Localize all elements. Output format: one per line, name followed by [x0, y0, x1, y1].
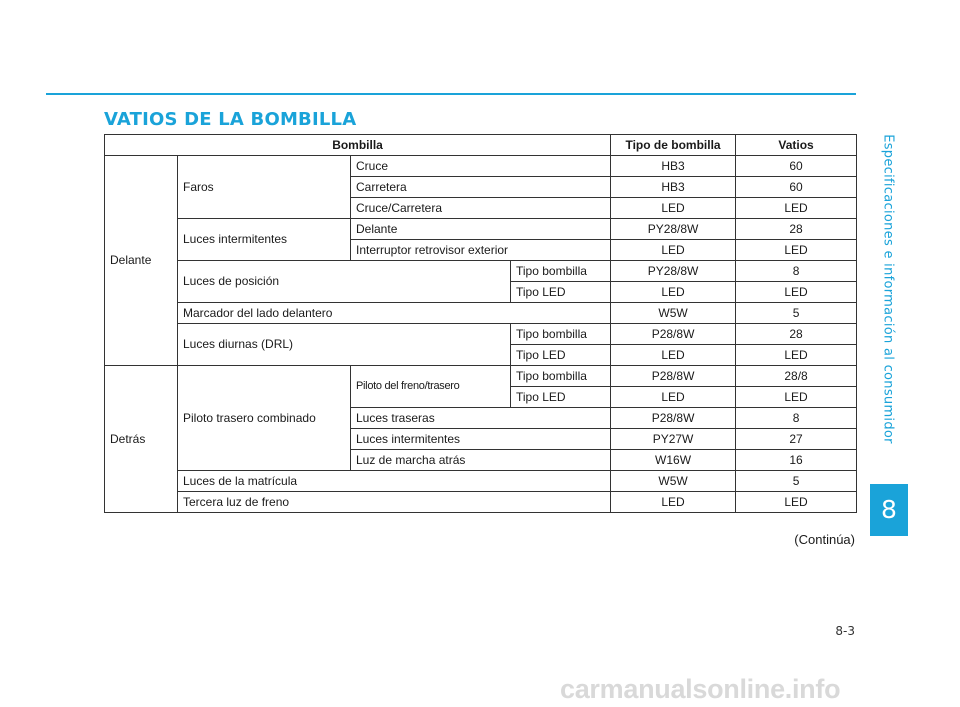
cell-label: Cruce	[351, 156, 611, 177]
cell-type: LED	[611, 387, 736, 408]
cell-watts: LED	[736, 492, 857, 513]
cell-type: PY28/8W	[611, 261, 736, 282]
cell-watts: 60	[736, 156, 857, 177]
cell-label: Marcador del lado delantero	[178, 303, 611, 324]
cell-type: PY28/8W	[611, 219, 736, 240]
table-row	[105, 366, 857, 387]
cell-watts: 5	[736, 471, 857, 492]
cell-type: W5W	[611, 303, 736, 324]
cell-type: LED	[611, 198, 736, 219]
cell-watts: LED	[736, 345, 857, 366]
piloto-trasero-label: Piloto trasero combinado	[178, 366, 351, 471]
cell-label: Tipo bombilla	[511, 261, 611, 282]
cell-watts: 27	[736, 429, 857, 450]
cell-type: P28/8W	[611, 366, 736, 387]
header-bulb: Bombilla	[105, 135, 611, 156]
section-title: VATIOS DE LA BOMBILLA	[104, 109, 357, 130]
header-type: Tipo de bombilla	[611, 135, 736, 156]
cell-watts: 60	[736, 177, 857, 198]
table-row	[105, 219, 857, 240]
cell-watts: 16	[736, 450, 857, 471]
table-row	[105, 471, 857, 492]
faros-label: Faros	[178, 156, 351, 219]
cell-watts: LED	[736, 282, 857, 303]
page-number: 8-3	[835, 624, 855, 638]
cell-type: PY27W	[611, 429, 736, 450]
cell-type: W16W	[611, 450, 736, 471]
cell-type: W5W	[611, 471, 736, 492]
cell-label: Interruptor retrovisor exterior	[351, 240, 611, 261]
posicion-label: Luces de posición	[178, 261, 511, 303]
table-row	[105, 156, 857, 177]
cell-label: Tipo bombilla	[511, 366, 611, 387]
table-row	[105, 303, 857, 324]
cell-label: Tipo bombilla	[511, 324, 611, 345]
cell-type: P28/8W	[611, 408, 736, 429]
chapter-tab: 8	[870, 484, 908, 536]
cell-label: Tipo LED	[511, 387, 611, 408]
bulb-wattage-table	[104, 134, 857, 513]
cell-label: Tipo LED	[511, 282, 611, 303]
cell-label: Luces de la matrícula	[178, 471, 611, 492]
table-row	[105, 261, 857, 282]
piloto-freno-label: Piloto del freno/trasero	[351, 366, 511, 408]
drl-label: Luces diurnas (DRL)	[178, 324, 511, 366]
cell-watts: 28	[736, 324, 857, 345]
cell-watts: LED	[736, 387, 857, 408]
cell-type: HB3	[611, 156, 736, 177]
cell-type: HB3	[611, 177, 736, 198]
cell-type: LED	[611, 240, 736, 261]
intermitentes-label: Luces intermitentes	[178, 219, 351, 261]
cell-type: LED	[611, 282, 736, 303]
cell-watts: LED	[736, 240, 857, 261]
group-rear: Detrás	[105, 366, 178, 513]
cell-watts: LED	[736, 198, 857, 219]
table-row	[105, 492, 857, 513]
watermark: carmanualsonline.info	[560, 674, 841, 704]
cell-label: Tipo LED	[511, 345, 611, 366]
header-watts: Vatios	[736, 135, 857, 156]
cell-watts: 8	[736, 261, 857, 282]
cell-type: P28/8W	[611, 324, 736, 345]
cell-label: Luces traseras	[351, 408, 611, 429]
cell-type: LED	[611, 345, 736, 366]
cell-watts: 8	[736, 408, 857, 429]
group-front: Delante	[105, 156, 178, 366]
cell-label: Delante	[351, 219, 611, 240]
chapter-side-label-text: Especificaciones e información al consumidor	[880, 134, 896, 444]
cell-label: Luces intermitentes	[351, 429, 611, 450]
cell-label: Carretera	[351, 177, 611, 198]
table-row	[105, 324, 857, 345]
cell-watts: 5	[736, 303, 857, 324]
cell-label: Tercera luz de freno	[178, 492, 611, 513]
chapter-side-label	[878, 96, 898, 482]
cell-label: Cruce/Carretera	[351, 198, 611, 219]
continued-note: (Continúa)	[794, 532, 855, 547]
cell-label: Luz de marcha atrás	[351, 450, 611, 471]
cell-type: LED	[611, 492, 736, 513]
table-header-row	[105, 135, 857, 156]
top-rule	[46, 93, 856, 95]
cell-watts: 28/8	[736, 366, 857, 387]
cell-watts: 28	[736, 219, 857, 240]
